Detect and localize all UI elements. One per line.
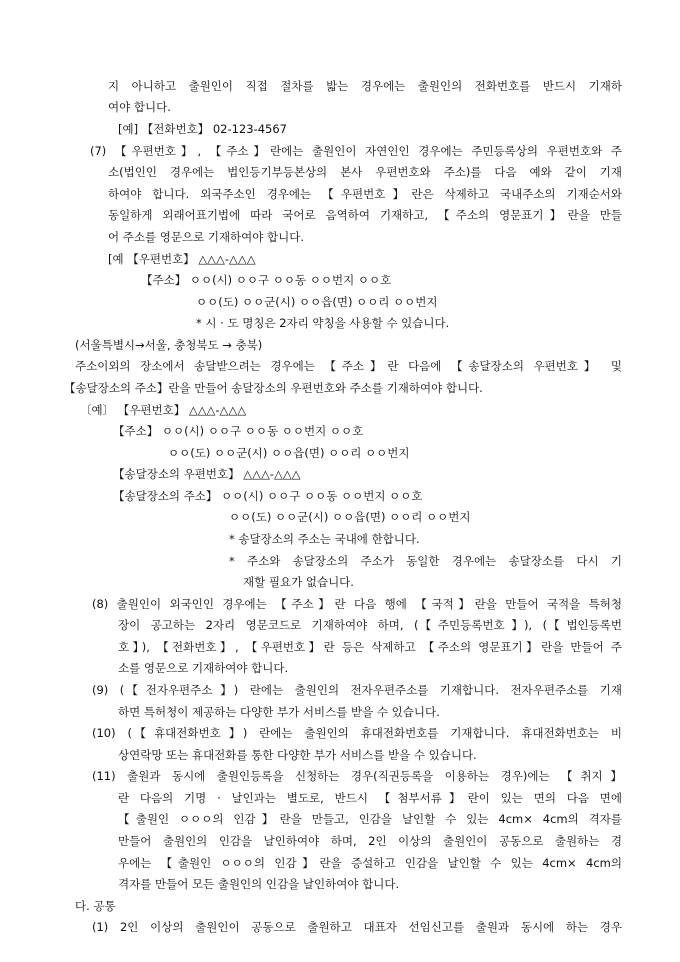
text-line: 란 다음의 기명 · 날인과는 별도로, 반드시 【첨부서류】란이 있는 면의 다음 면에 — [118, 791, 622, 805]
example-line: ㅇㅇ(도) ㅇㅇ군(시) ㅇㅇ읍(면) ㅇㅇ리 ㅇㅇ번지 — [196, 295, 438, 309]
example-line: 【주소】 ㅇㅇ(시) ㅇㅇ구 ㅇㅇ동 ㅇㅇ번지 ㅇㅇ호 — [141, 273, 392, 287]
example-line: 【송달장소의 주소】 ㅇㅇ(시) ㅇㅇ구 ㅇㅇ동 ㅇㅇ번지 ㅇㅇ호 — [113, 489, 423, 503]
example-line: [예] 【전화번호】 02-123-4567 — [118, 122, 287, 136]
text-line: 만들어 출원인의 인감을 날인하여야 하며, 2인 이상의 출원인이 공동으로 출원하는 경 — [118, 834, 622, 848]
example-line: 【주소】 ㅇㅇ(시) ㅇㅇ구 ㅇㅇ동 ㅇㅇ번지 ㅇㅇ호 — [113, 424, 364, 438]
text-line: 소를 영문으로 기재하여야 합니다. — [118, 661, 289, 675]
text-line: 【송달장소의 주소】란을 만들어 송달장소의 우편번호와 주소를 기재하여야 합니다. — [64, 381, 483, 395]
list-item-8: (8) 출원인이 외국인인 경우에는 【주소】란 다음 행에 【국적】란을 만들어 국적을 특허청 — [92, 597, 622, 611]
example-line: ㅇㅇ(도) ㅇㅇ군(시) ㅇㅇ읍(면) ㅇㅇ리 ㅇㅇ번지 — [168, 446, 410, 460]
list-item-7: (7) 【우편번호】, 【주소】란에는 출원인이 자연인인 경우에는 주민등록상의 우편번호와 주 — [90, 144, 622, 158]
section-heading: 다. 공통 — [75, 899, 116, 913]
note-line: * 시 · 도 명칭은 2자리 약칭을 사용할 수 있습니다. — [196, 316, 450, 330]
note-line: * 주소와 송달장소의 주소가 동일한 경우에는 송달장소를 다시 기 — [229, 554, 622, 568]
list-item-1: (1) 2인 이상의 출원인이 공동으로 출원하고 대표자 선임신고를 출원과 동시에 하는 경우 — [92, 920, 622, 934]
list-item-10: (10) (【휴대전화번호】) 란에는 출원인의 휴대전화번호를 기재합니다. 휴대전화번호는 비 — [92, 726, 622, 740]
list-item-9: (9) (【전자우편주소】) 란에는 출원인의 전자우편주소를 기재합니다. 전자우편주소를 기재 — [92, 683, 622, 697]
text-line: 격자를 만들어 모든 출원인의 인감을 날인하여야 합니다. — [118, 877, 400, 891]
text-line: 주소이외의 장소에서 송달받으려는 경우에는 【주소】란 다음에 【송달장소의 우편번호】 및 — [75, 359, 622, 373]
text-line: 지 아니하고 출원인이 직접 절차를 밟는 경우에는 출원인의 전화번호를 반드시 기재하 — [108, 79, 622, 93]
text-line: 【출원인 ㅇㅇㅇ의 인감】란을 만들고, 인감을 날인할 수 있는 4cm× 4cm의 격자를 — [118, 812, 622, 826]
text-line: 우에는 【출원인 ㅇㅇㅇ의 인감】란을 증설하고 인감을 날인할 수 있는 4cm× 4cm의 — [118, 856, 622, 870]
text-line: 어 주소를 영문으로 기재하여야 합니다. — [108, 230, 305, 244]
text-line: 하여야 합니다. 외국주소인 경우에는 【우편번호】란은 삭제하고 국내주소의 기재순서와 — [108, 187, 622, 201]
example-line: ㅇㅇ(도) ㅇㅇ군(시) ㅇㅇ읍(면) ㅇㅇ리 ㅇㅇ번지 — [229, 510, 471, 524]
text-line: (서울특별시→서울, 충청북도 → 충북) — [75, 338, 263, 352]
example-line: [예 【우편번호】 △△△-△△△ — [108, 252, 256, 266]
text-line: 소(법인인 경우에는 법인등기부등본상의 본사 우편번호와 주소)를 다음 예와 같이 기재 — [108, 165, 622, 179]
note-line: * 송달장소의 주소는 국내에 한합니다. — [229, 532, 420, 546]
text-line: 하면 특허청이 제공하는 다양한 부가 서비스를 받을 수 있습니다. — [118, 705, 440, 719]
list-item-11: (11) 출원과 동시에 출원인등록을 신청하는 경우(직권등록을 이용하는 경우)에는 【취지】 — [92, 769, 622, 783]
text-line: 동일하게 외래어표기법에 따라 국어로 음역하여 기재하고, 【주소의 영문표기】란을 만들 — [108, 208, 622, 222]
text-line: 호】), 【전화번호】, 【우편번호】란 등은 삭제하고 【주소의 영문표기】란을 만들어 주 — [118, 640, 622, 654]
text-line: 상연락망 또는 휴대전화를 통한 다양한 부가 서비스를 받을 수 있습니다. — [118, 748, 477, 762]
example-line: 〔예〕 【우편번호】 △△△-△△△ — [80, 403, 247, 417]
text-line: 여야 합니다. — [108, 100, 171, 114]
text-line: 장이 공고하는 2자리 영문코드로 기재하여야 하며, (【주민등록번호】), (【법인등록번 — [118, 618, 622, 632]
note-line: 재할 필요가 없습니다. — [243, 575, 354, 589]
example-line: 【송달장소의 우편번호】 △△△-△△△ — [113, 467, 301, 481]
